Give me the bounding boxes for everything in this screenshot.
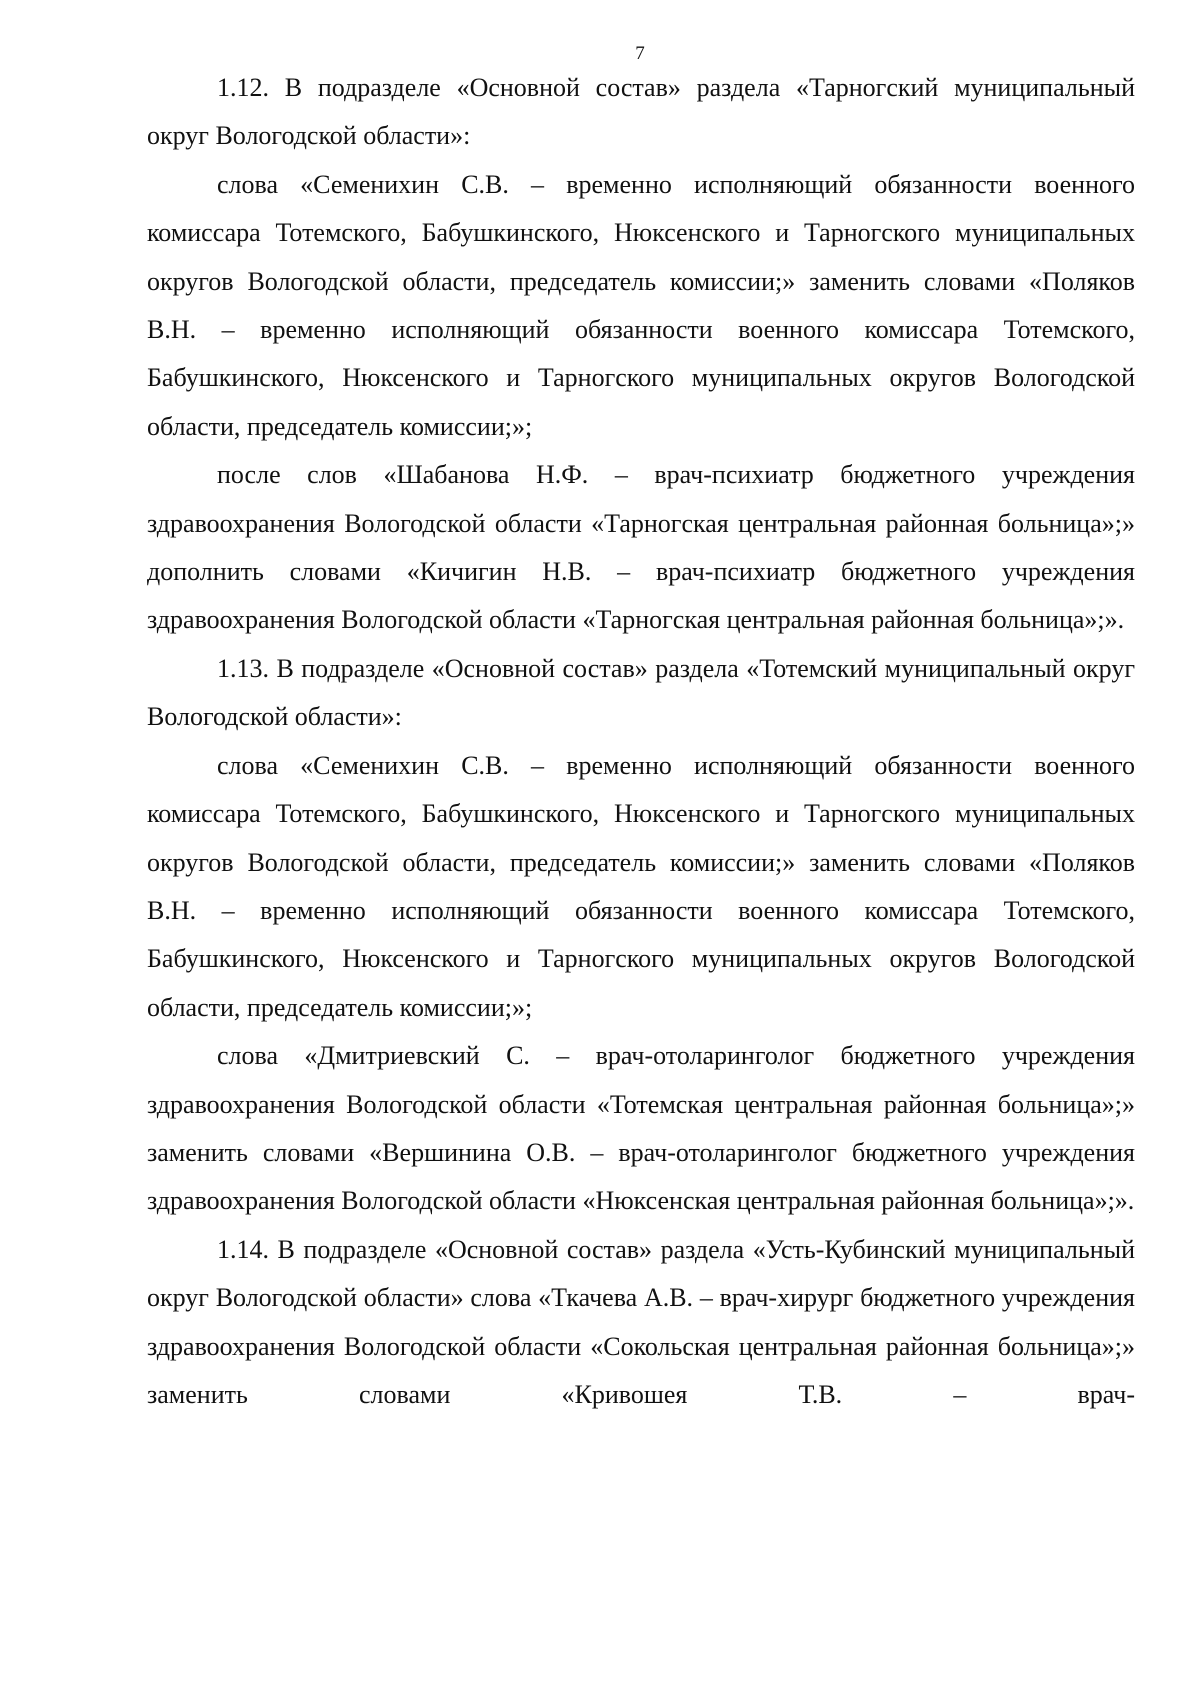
paragraph-1-13-heading: 1.13. В подразделе «Основной состав» раздела «Тотемский муниципальный округ Вологодской области»:: [147, 653, 1135, 732]
paragraph-1-13-replace-chairman: слова «Семенихин С.В. – временно исполняющий обязанности военного комиссара Тотемского, Бабушкинского, Нюксенского и Тарногского муниципальных округов Вологодской области, председатель комиссии;» заменить словами «Поляков В.Н. – временно исполняющий обязанности военного комиссара Тотемского, Бабушкинского, Нюксенского и Тарногского муниципальных округов Вологодской области, председатель комиссии;»;: [147, 750, 1135, 1022]
paragraph-1-12-add-psychiatrist: после слов «Шабанова Н.Ф. – врач-психиатр бюджетного учреждения здравоохранения Вологодской области «Тарногская центральная районная больница»;» дополнить словами «Кичигин Н.В. – врач-психиатр бюджетного учреждения здравоохранения Вологодской области «Тарногская центральная районная больница»;».: [147, 460, 1135, 635]
page-number: 7: [635, 43, 645, 64]
document-body: [147, 64, 1135, 1419]
paragraph-1-13-replace-otolaryngologist: слова «Дмитриевский С. – врач-отоларинголог бюджетного учреждения здравоохранения Вологодской области «Тотемская центральная районная больница»;» заменить словами «Вершинина О.В. – врач-отоларинголог бюджетного учреждения здравоохранения Вологодской области «Нюксенская центральная районная больница»;».: [147, 1041, 1135, 1216]
paragraph-1-12-replace-chairman: слова «Семенихин С.В. – временно исполняющий обязанности военного комиссара Тотемского, Бабушкинского, Нюксенского и Тарногского муниципальных округов Вологодской области, председатель комиссии;» заменить словами «Поляков В.Н. – временно исполняющий обязанности военного комиссара Тотемского, Бабушкинского, Нюксенского и Тарногского муниципальных округов Вологодской области, председатель комиссии;»;: [147, 169, 1135, 441]
paragraph-1-14-heading: 1.14. В подразделе «Основной состав» раздела «Усть-Кубинский муниципальный округ Вологодской области» слова «Ткачева А.В. – врач-хирург бюджетного учреждения здравоохранения Вологодской области «Сокольская центральная районная больница»;» заменить словами «Кривошея Т.В. – врач-: [147, 1234, 1135, 1409]
paragraph-1-12-heading: 1.12. В подразделе «Основной состав» раздела «Тарногский муниципальный округ Вологодской области»:: [147, 73, 1135, 151]
